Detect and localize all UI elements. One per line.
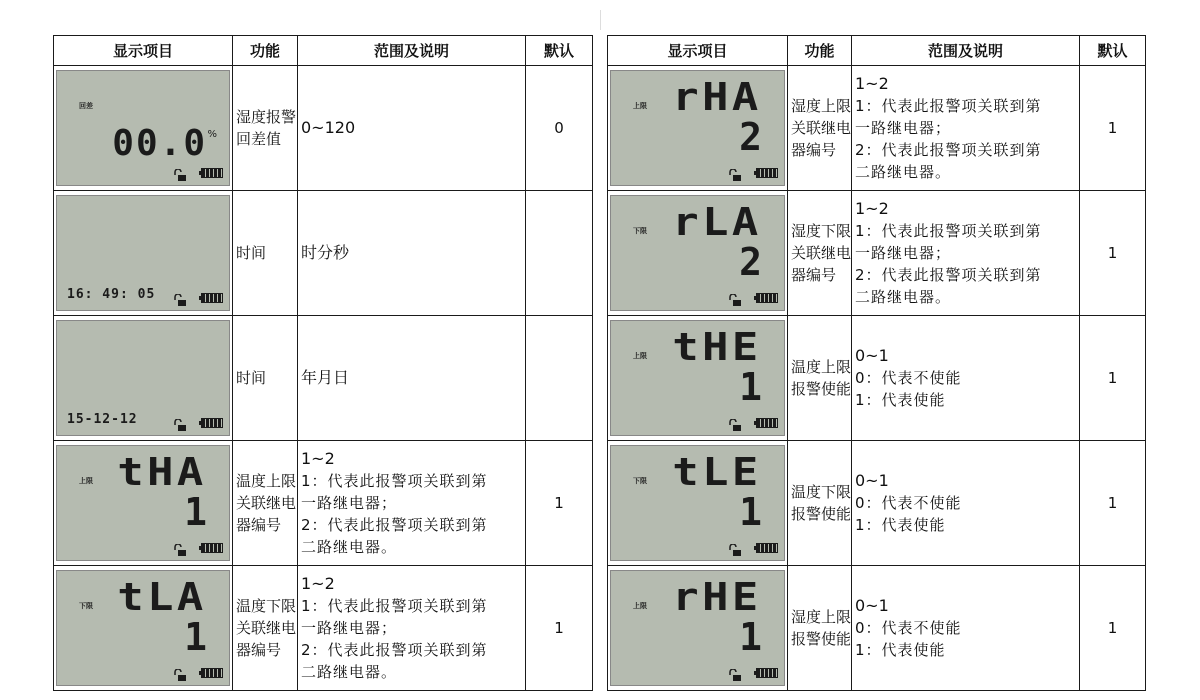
- lcd-parameter-code: tLA: [117, 575, 207, 619]
- range-cell: [298, 441, 526, 566]
- range-cell: [298, 566, 526, 691]
- battery-icon: [201, 293, 223, 303]
- range-value: 0~120: [301, 118, 356, 137]
- battery-icon: [201, 168, 223, 178]
- battery-icon: [756, 418, 778, 428]
- display-cell: [608, 316, 788, 441]
- display-cell: [54, 66, 233, 191]
- table-row: [608, 441, 1146, 566]
- unlock-icon: [728, 667, 742, 679]
- lcd-indicator-label: 上限: [633, 602, 647, 610]
- default-cell: [526, 191, 593, 316]
- function-cell: 温度上限报警使能: [788, 316, 852, 441]
- range-description-line: 1：代表此报警项关联到第: [301, 597, 488, 615]
- lcd-screen: [56, 320, 230, 436]
- lcd-parameter-code: tHE: [672, 325, 762, 369]
- range-description-line: 一路继电器；: [301, 494, 398, 512]
- table-row: [54, 316, 593, 441]
- range-description-line: 2：代表此报警项关联到第: [301, 641, 488, 659]
- lcd-screen: [56, 195, 230, 311]
- range-value: 时分秒: [301, 243, 350, 262]
- lcd-parameter-value: 1: [739, 490, 762, 534]
- range-description-line: 二路继电器。: [301, 663, 398, 681]
- lcd-parameter-code: rHA: [672, 75, 762, 119]
- range-cell: [852, 566, 1080, 691]
- battery-icon: [756, 293, 778, 303]
- range-description-line: 一路继电器；: [855, 244, 952, 262]
- display-cell: [54, 441, 233, 566]
- lcd-parameter-value: 2: [739, 115, 762, 159]
- lcd-indicator-label: 下限: [633, 477, 647, 485]
- function-cell: 湿度上限报警使能: [788, 566, 852, 691]
- range-value: 1~2: [301, 449, 335, 468]
- range-description-line: 2：代表此报警项关联到第: [301, 516, 488, 534]
- range-description-line: 0：代表不使能: [855, 494, 962, 512]
- page-divider: [600, 10, 601, 30]
- range-cell: [852, 316, 1080, 441]
- unlock-icon: [173, 542, 187, 554]
- lcd-value: 00.0: [112, 123, 207, 164]
- lcd-parameter-value: 1: [184, 490, 207, 534]
- range-description-line: 二路继电器。: [855, 163, 952, 181]
- display-cell: [608, 191, 788, 316]
- table-row: [54, 441, 593, 566]
- battery-icon: [756, 543, 778, 553]
- function-cell: 湿度上限关联继电器编号: [788, 66, 852, 191]
- unlock-icon: [173, 167, 187, 179]
- default-cell: 1: [526, 441, 593, 566]
- table-row: [608, 316, 1146, 441]
- range-value: 0~1: [855, 471, 889, 490]
- unlock-icon: [728, 292, 742, 304]
- default-cell: 1: [1080, 441, 1146, 566]
- range-description-line: 0：代表不使能: [855, 619, 962, 637]
- lcd-screen: [610, 195, 785, 311]
- display-cell: [608, 566, 788, 691]
- function-cell: 湿度下限关联继电器编号: [788, 191, 852, 316]
- range-description-line: 1：代表此报警项关联到第: [855, 222, 1042, 240]
- range-value: 0~1: [855, 596, 889, 615]
- table-row: [54, 66, 593, 191]
- unlock-icon: [728, 542, 742, 554]
- default-cell: [526, 316, 593, 441]
- header-display: 显示项目: [54, 36, 233, 66]
- range-cell: [298, 66, 526, 191]
- table-header-row: [608, 36, 1146, 66]
- range-cell: [852, 191, 1080, 316]
- default-cell: 1: [1080, 316, 1146, 441]
- function-cell: 温度上限关联继电器编号: [233, 441, 298, 566]
- function-cell: 湿度报警回差值: [233, 66, 298, 191]
- header-default: 默认: [526, 36, 593, 66]
- range-description-line: 1：代表使能: [855, 516, 946, 534]
- header-range: 范围及说明: [298, 36, 526, 66]
- unlock-icon: [173, 292, 187, 304]
- range-description-line: 0：代表不使能: [855, 369, 962, 387]
- function-cell: 时间: [233, 191, 298, 316]
- unlock-icon: [728, 417, 742, 429]
- lcd-indicator-label: 上限: [79, 477, 93, 485]
- lcd-indicator-label: 上限: [633, 102, 647, 110]
- header-function: 功能: [788, 36, 852, 66]
- range-description-line: 1：代表此报警项关联到第: [301, 472, 488, 490]
- lcd-parameter-value: 1: [184, 615, 207, 659]
- unlock-icon: [728, 167, 742, 179]
- function-cell: 温度下限关联继电器编号: [233, 566, 298, 691]
- range-description-line: 二路继电器。: [301, 538, 398, 556]
- lcd-clock: 15-12-12: [67, 412, 138, 427]
- battery-icon: [201, 418, 223, 428]
- lcd-unit: %: [207, 129, 217, 140]
- battery-icon: [756, 668, 778, 678]
- range-description-line: 一路继电器；: [855, 119, 952, 137]
- range-cell: [852, 441, 1080, 566]
- unlock-icon: [173, 417, 187, 429]
- display-cell: [608, 441, 788, 566]
- lcd-parameter-code: tHA: [117, 450, 207, 494]
- parameter-table-right: [607, 35, 1146, 691]
- range-cell: [298, 316, 526, 441]
- lcd-screen: [56, 70, 230, 186]
- default-cell: 1: [1080, 66, 1146, 191]
- header-range: 范围及说明: [852, 36, 1080, 66]
- lcd-screen: [610, 70, 785, 186]
- range-value: 0~1: [855, 346, 889, 365]
- range-value: 1~2: [855, 199, 889, 218]
- table-row: [54, 566, 593, 691]
- table-row: [608, 191, 1146, 316]
- lcd-screen: [56, 570, 230, 686]
- table-row: [54, 191, 593, 316]
- range-description-line: 1：代表此报警项关联到第: [855, 97, 1042, 115]
- range-value: 1~2: [855, 74, 889, 93]
- default-cell: 0: [526, 66, 593, 191]
- battery-icon: [201, 543, 223, 553]
- function-cell: 时间: [233, 316, 298, 441]
- lcd-screen: [56, 445, 230, 561]
- range-description-line: 一路继电器；: [301, 619, 398, 637]
- lcd-parameter-code: tLE: [672, 450, 762, 494]
- table-row: [608, 66, 1146, 191]
- header-function: 功能: [233, 36, 298, 66]
- battery-icon: [201, 668, 223, 678]
- display-cell: [54, 316, 233, 441]
- lcd-screen: [610, 570, 785, 686]
- display-cell: [608, 66, 788, 191]
- header-default: 默认: [1080, 36, 1146, 66]
- range-description-line: 二路继电器。: [855, 288, 952, 306]
- range-description-line: 2：代表此报警项关联到第: [855, 266, 1042, 284]
- default-cell: 1: [1080, 191, 1146, 316]
- table-row: [608, 566, 1146, 691]
- lcd-clock: 16: 49: 05: [67, 287, 156, 302]
- range-value: 1~2: [301, 574, 335, 593]
- battery-icon: [756, 168, 778, 178]
- header-display: 显示项目: [608, 36, 788, 66]
- default-cell: 1: [526, 566, 593, 691]
- lcd-screen: [610, 320, 785, 436]
- range-value: 年月日: [301, 368, 350, 387]
- range-description-line: 1：代表使能: [855, 391, 946, 409]
- lcd-parameter-code: rHE: [672, 575, 762, 619]
- range-cell: [852, 66, 1080, 191]
- display-cell: [54, 191, 233, 316]
- lcd-screen: [610, 445, 785, 561]
- default-cell: 1: [1080, 566, 1146, 691]
- unlock-icon: [173, 667, 187, 679]
- parameter-table-left: [53, 35, 593, 691]
- range-description-line: 1：代表使能: [855, 641, 946, 659]
- lcd-indicator-label: 上限: [633, 352, 647, 360]
- lcd-parameter-value: 2: [739, 240, 762, 284]
- range-description-line: 2：代表此报警项关联到第: [855, 141, 1042, 159]
- function-cell: 温度下限报警使能: [788, 441, 852, 566]
- lcd-parameter-value: 1: [739, 365, 762, 409]
- table-header-row: [54, 36, 593, 66]
- range-cell: [298, 191, 526, 316]
- lcd-indicator-label: 下限: [633, 227, 647, 235]
- lcd-parameter-code: rLA: [672, 200, 762, 244]
- lcd-indicator-label: 下限: [79, 602, 93, 610]
- lcd-indicator-label: 回差: [79, 102, 93, 110]
- display-cell: [54, 566, 233, 691]
- lcd-parameter-value: 1: [739, 615, 762, 659]
